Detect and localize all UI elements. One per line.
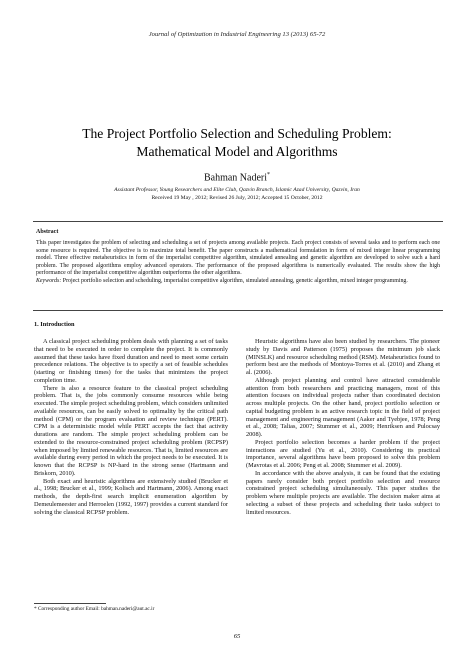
paragraph: In accordance with the above analysis, it can be found that the existing papers rarely consider both project portfolio selection and resource constrained project scheduling simultaneously. This paper studies the problem where multiple projects are available. The decision maker aims at selecting a subset of these projects and scheduling their tasks subject to limited resources.	[246, 469, 440, 516]
page-number: 65	[233, 633, 241, 640]
paragraph: Heuristic algorithms have also been studied by researchers. The pioneer study by Davis and Patterson (1975) proposes the minimum job slack (MINSLK) and resource scheduling method (RSM). Metaheuristics found to perform best are the methods of Montoya-Torres et al. (2010) and Zhang et al. (2006).	[246, 338, 440, 376]
author-name: Bahman Naderi	[203, 172, 268, 184]
keywords-text: Project portfolio selection and scheduling, imperialist competitive algorithm, simulated annealing, genetic algorithm, mixed integer programming.	[62, 277, 408, 284]
paper-title	[20, 125, 454, 161]
author-affiliation: Assistant Professor, Young Researchers and Elite Club, Qazvin Branch, Islamic Azad University, Qazvin, Iran	[114, 187, 360, 193]
title-line-1: The Project Portfolio Selection and Scheduling Problem:	[82, 126, 392, 141]
affiliation-block	[20, 187, 454, 202]
paragraph: Both exact and heuristic algorithms are extensively studied (Brucker et al., 1998; Brucker et al., 1999; Kolisch and Hartmann, 2006). Among exact methods, the depth-first search implicit enumeration algorithm by Demeulemeester and Herroelen (1992, 1997) provides a current standard for solving the classical RCPSP problem.	[34, 477, 228, 516]
paragraph: There is also a resource feature to the classical project scheduling problem. That is, the jobs commonly consume resources while being executed. The simple project scheduling problem, which considers unlimited available resources, can be easily solved to optimality by the critical path method (CPM) or the program evaluation and review technique (PERT). CPM is a deterministic model while PERT accepts the fact that activity durations are random. The simple project scheduling problem can be extended to the resource-constrained project scheduling problem (RCPSP) when imposed by limited renewable resources. That is, limited resources are available during every period in which the project needs to be executed. It is known that the RCPSP is NP-hard in the strong sense (Hartmann and Briskorn, 2010).	[34, 384, 228, 477]
author-footnote-mark: *	[267, 172, 271, 178]
paragraph: A classical project scheduling problem deals with planning a set of tasks that need to be executed in order to complete the project. It is commonly assumed that these tasks have fixed duration and need to meet some certain precedence relations. The objective is to specify a set of feasible schedules (starting or finishing times) for the tasks that minimizes the project completion time.	[34, 338, 228, 384]
abstract-text: This paper investigates the problem of selecting and scheduling a set of projects among available projects. Each project consists of several tasks and to perform each one some resource is required. The objective is to maximize total benefit. The paper constructs a mathematical formulation in form of mixed integer linear programming model. Three effective metaheuristics in form of the imperialist competitive algorithm, simulated annealing and genetic algorithm are developed to solve such a hard problem. The proposed algorithms employ advanced operators. The performance of the proposed algorithms is numerically evaluated. The results show the high performance of the imperialist competitive algorithm outperforms the other algorithms.	[36, 240, 440, 277]
abstract-bottom-rule	[33, 310, 443, 311]
author-line	[0, 172, 474, 183]
footnote: * Corresponding author Email: bahman.naderi@aut.ac.ir	[34, 606, 155, 612]
left-column	[34, 338, 228, 516]
paragraph: Although project planning and control have attracted considerable attention from both researchers and practicing managers, most of this attention focuses on individual projects rather than coordinated decision across multiple projects. On the other hand, project portfolio selection or capital budgeting problem is an active research topic in the field of project management and engineering management (Aaker and Tyebjee, 1978; Peng et al., 2008; Talias, 2007; Stummer et al., 2009; Henriksen and Pulocsay 2008).	[246, 376, 440, 438]
keywords-label: Keywords:	[36, 277, 62, 284]
paragraph: Project portfolio selection becomes a harder problem if the project interactions are studied (Yu et al., 2010). Considering its practical importance, several algorithms have been proposed to solve this problem (Mavrotas et al. 2006; Peng et al. 2008; Stummer et al. 2009).	[246, 438, 440, 469]
paper-dates: Received 19 May , 2012; Revised 26 July, 2012; Accepted 15 October, 2012	[151, 194, 323, 201]
abstract-top-rule	[33, 221, 443, 222]
footnote-rule	[34, 603, 106, 604]
abstract-heading: Abstract	[36, 229, 59, 235]
right-column	[246, 338, 440, 516]
title-line-2: Mathematical Model and Algorithms	[136, 144, 338, 159]
journal-header: Journal of Optimization in Industrial Engineering 13 (2013) 65-72	[148, 31, 326, 38]
section-heading: 1. Introduction	[34, 321, 75, 328]
abstract-body	[36, 240, 440, 286]
